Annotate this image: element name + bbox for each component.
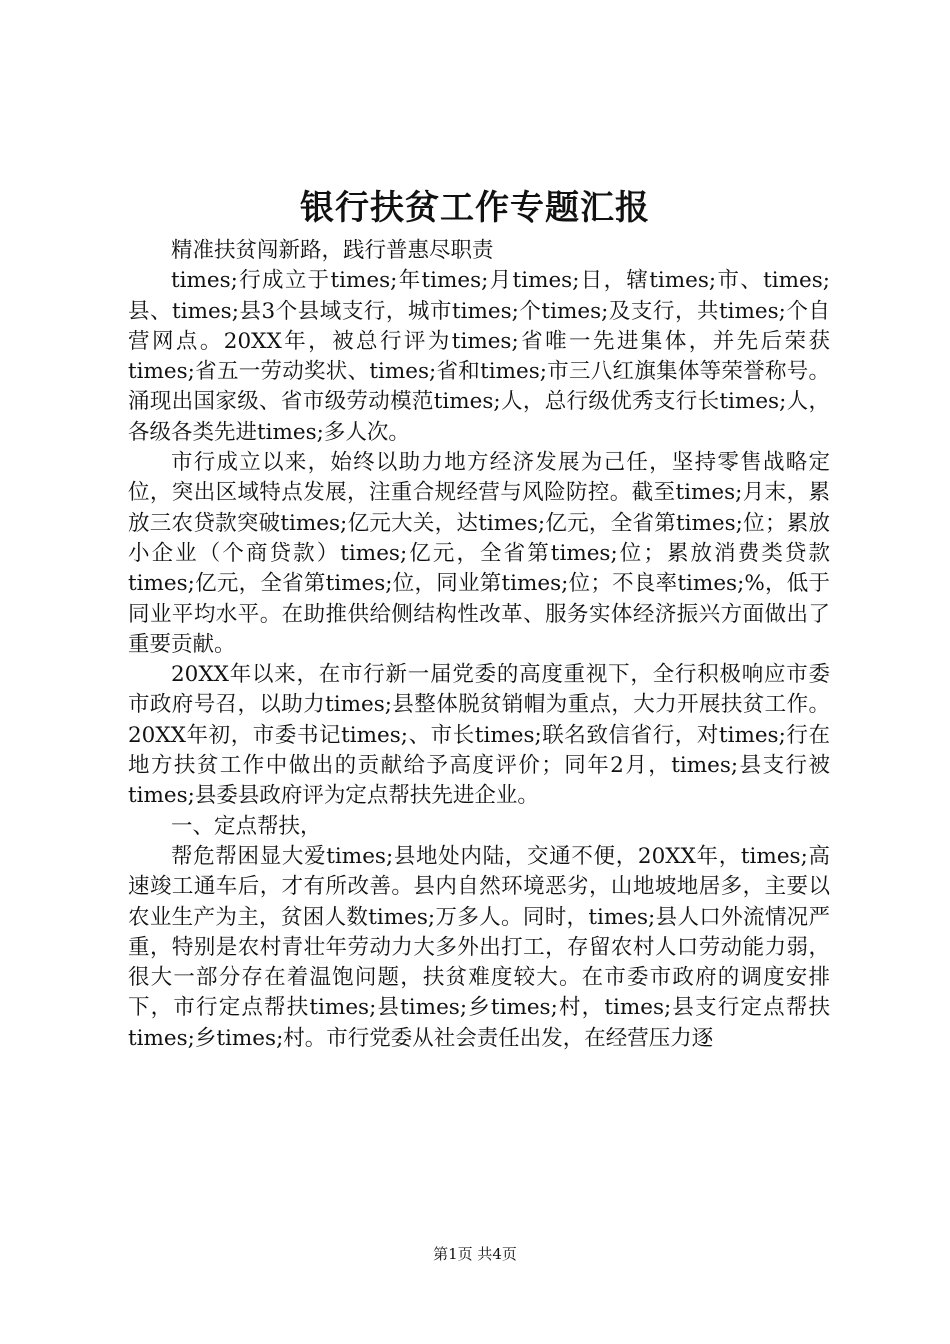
section-heading: 一、定点帮扶， [171, 813, 322, 839]
page-footer: 第1页 共4页 [433, 1245, 517, 1263]
page-title: 银行扶贫工作专题汇报 [300, 188, 650, 228]
body-paragraph: 帮危帮困显大爱times;县地处内陆，交通不便，20XX年，times;高速竣工通车后，才有所改善。县内自然环境恶劣，山地坡地居多，主要以农业生产为主，贫困人数times;万多人。同时，times;县人口外流情况严重，特别是农村青壮年劳动力大多外出打工，存留农村人口劳动能力弱，很大一部分存在着温饱问题，扶贫难度较大。在市委市政府的调度安排下，市行定点帮扶times;县times;乡times;村，times;县支行定点帮扶times;乡times;村。市行党委从社会责任出发，在经营压力逐 [128, 843, 830, 1051]
document-body [128, 236, 830, 1054]
body-paragraph: 市行成立以来，始终以助力地方经济发展为己任，坚持零售战略定位，突出区域特点发展，注重合规经营与风险防控。截至times;月末，累放三农贷款突破times;亿元大关，达times;亿元，全省第times;位；累放小企业（个商贷款）times;亿元，全省第times;位；累放消费类贷款times;亿元，全省第times;位，同业第times;位；不良率times;%，低于同业平均水平。在助推供给侧结构性改革、服务实体经济振兴方面做出了重要贡献。 [128, 450, 830, 657]
body-paragraph: 20XX年以来，在市行新一届党委的高度重视下，全行积极响应市委市政府号召，以助力times;县整体脱贫销帽为重点，大力开展扶贫工作。20XX年初，市委书记times;、市长times;联名致信省行，对times;行在地方扶贫工作中做出的贡献给予高度评价；同年2月，times;县支行被times;县委县政府评为定点帮扶先进企业。 [128, 662, 830, 809]
subtitle-paragraph: 精准扶贫闯新路，践行普惠尽职责 [171, 238, 494, 263]
body-paragraph: times;行成立于times;年times;月times;日，辖times;市、times;县、times;县3个县域支行，城市times;个times;及支行，共times;个自营网点。20XX年，被总行评为times;省唯一先进集体，并先后荣获times;省五一劳动奖状、times;省和times;市三八红旗集体等荣誉称号。涌现出国家级、省市级劳动模范times;人，总行级优秀支行长times;人，各级各类先进times;多人次。 [128, 268, 830, 445]
